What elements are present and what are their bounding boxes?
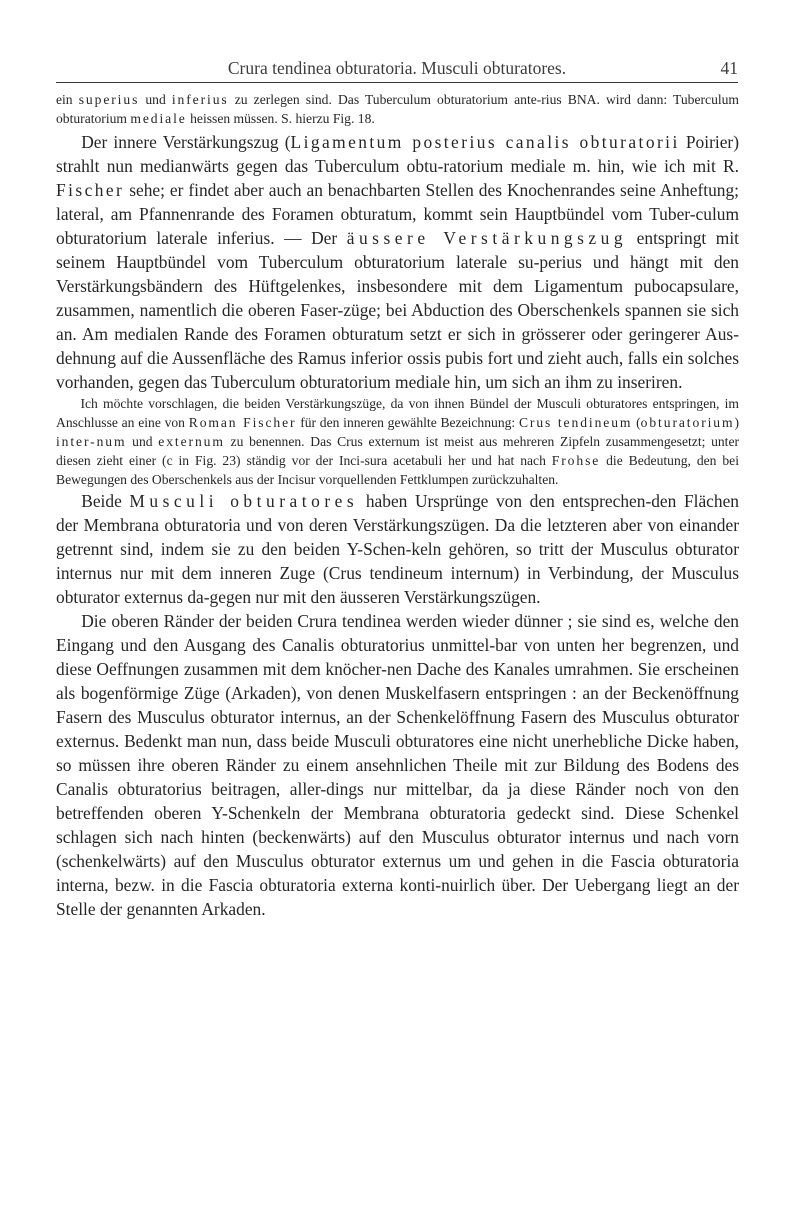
text-run: für den inneren gewählte Bezeichnung: <box>296 415 519 430</box>
paragraph-inner-reinforcement <box>56 130 739 394</box>
text-run: Poirier) strahlt nun medianwärts gegen das Tuberculum obtu-ratorium mediale m. hin, wie ich mit R. <box>56 132 739 176</box>
text-run: entspringt mit seinem Hauptbündel vom Tuberculum obturatorium laterale su-perius und hängt mit den Verstärkungsbändern des Hüftgelenkes, insbesondere mit dem Ligamentum pubocapsulare, zusammen, namentlich die oberen Faser-züge; bei Abduction des Oberschenkels spannen sie sich an. Am medialen Rande des Foramen obturatum setzt er sich in grösserer oder geringerer Aus-dehnung auf die Aussenfläche des Ramus inferior ossis pubis fort und zieht auch, falls ein solches vorhanden, gegen das Tuberculum obturatorium mediale hin, um sich an ihm zu inseriren. <box>56 228 739 392</box>
spaced-term: inferius <box>171 92 229 107</box>
spaced-term: obturatorium <box>640 415 735 430</box>
text-run: Ich möchte vorschlagen, die beiden Verstärkungszüge, da von ihnen Bündel der Musculi obturatores entspringen, im Anschlusse an eine von <box>56 396 739 430</box>
spaced-term: inter-num <box>56 434 127 449</box>
spaced-term: Musculi obturatores <box>129 491 359 511</box>
text-run: zu zerlegen sind. Das Tuberculum obturatorium ante-rius BNA. wird dann: Tuberculum obturatorium <box>56 92 740 126</box>
text-run: haben Ursprünge von den entsprechen-den Flächen der Membrana obturatoria und von deren Verstärkungszügen. Da die letzteren aber von einander getrennt sind, indem sie zu den beiden Y-Schen-keln gehören, so tritt der Musculus obturator internus nur mit dem inneren Zuge (Crus tendineum internum) in Verbindung, der Musculus obturator externus da-gegen nur mit den äusseren Verstärkungszügen. <box>56 491 740 607</box>
author-name: Frohse <box>551 453 601 468</box>
spaced-term: superius <box>78 92 140 107</box>
page-number: 41 <box>720 58 738 78</box>
text-run: die Bedeutung, den bei Bewegungen des Oberschenkels aus der Incisur vorquellenden Fettklumpen zurückzuhalten. <box>56 453 739 487</box>
text-run: ein <box>56 92 79 107</box>
text-run: Der innere Verstärkungszug ( <box>81 132 291 152</box>
text-run: und <box>139 92 172 107</box>
paragraph-upper-margins: Die oberen Ränder der beiden Crura tendinea werden wieder dünner ; sie sind es, welche den Eingang und den Ausgang des Canalis obturatorius unmittel-bar von unten her begrenzen, und diese Oeffnungen zusammen mit dem knöcher-nen Dache des Kanales umrahmen. Sie erscheinen als bogenförmige Züge (Arkaden), von denen Muskelfasern entspringen : an der Beckenöffnung Fasern des Musculus obturator internus, an der Schenkelöffnung Fasern des Musculus obturator externus. Bedenkt man nun, dass beide Musculi obturatores eine nicht unerhebliche Dicke haben, so müssen ihre oberen Ränder zu einem ansehnlichen Theile mit zur Bildung des Bodens des Canalis obturatorius beitragen, aller-dings nur mittelbar, da ja diese Ränder noch von den betreffenden oberen Y-Schenkeln der Membrana obturatoria gedeckt sind. Diese Schenkel schlagen sich nach hinten (beckenwärts) auf den Musculus obturator internus und nach vorn (schenkelwärts) auf den Musculus obturator externus um und gehen in die Fascia obturatoria interna, bezw. in die Fascia obturatoria externa konti-nuirlich über. Der Uebergang liegt an der Stelle der genannten Arkaden. <box>56 611 739 919</box>
running-title: Crura tendinea obturatoria. Musculi obturatores. <box>227 58 567 78</box>
paragraph-continuation <box>56 90 739 128</box>
text-run: ( <box>632 415 641 430</box>
text-run: heissen müssen. S. hierzu Fig. 18. <box>186 111 375 126</box>
body-text <box>56 90 739 921</box>
text-run: Beide <box>81 491 130 511</box>
text-run: zu benennen. Das Crus externum ist meist aus mehreren Zipfeln zusammengesetzt; unter diesen zieht einer (c in Fig. 23) ständig vor der Inci-sura acetabuli her und hat nach <box>56 434 740 468</box>
spaced-term: äussere Verstärkungszug <box>346 228 628 248</box>
author-name: Fischer <box>56 180 125 200</box>
text-run: und <box>126 434 159 449</box>
spaced-term: externum <box>158 434 225 449</box>
paragraph-musculi-obturatores <box>56 489 739 609</box>
text-run: sehe; er findet aber auch an benachbarten Stellen des Knochenrandes seine Anheftung; lateral, am Pfannenrande des Foramen obturatum, kommt sein Hauptbündel vom Tuber-culum obturatorium laterale inferius. — Der <box>56 180 739 248</box>
text-run: ) <box>734 415 740 430</box>
paragraph-note <box>56 394 739 489</box>
running-header <box>56 58 738 83</box>
spaced-term: Ligamentum posterius canalis obturatorii <box>290 132 680 152</box>
spaced-term: mediale <box>130 111 187 126</box>
spaced-term: Crus tendineum <box>518 415 633 430</box>
author-name: Roman Fischer <box>188 415 297 430</box>
